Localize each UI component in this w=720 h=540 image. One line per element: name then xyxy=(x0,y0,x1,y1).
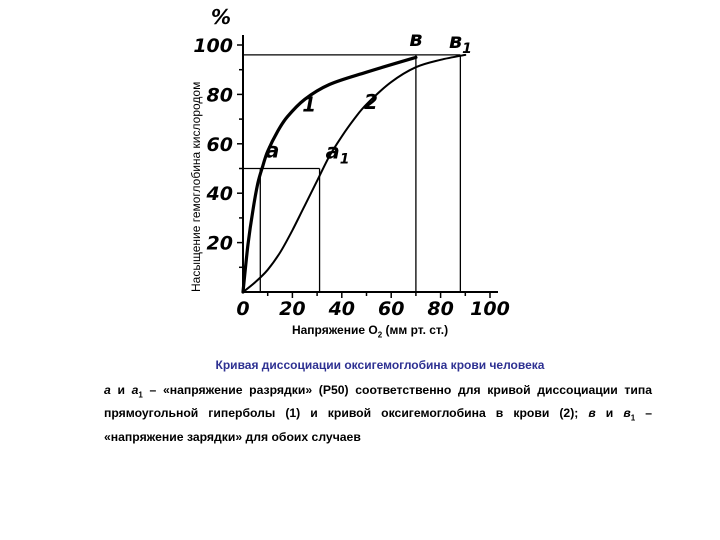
curve-label-2: 2 xyxy=(364,90,378,115)
x-tick-label: 60 xyxy=(377,298,405,320)
x-tick-label: 20 xyxy=(279,298,306,320)
curves xyxy=(243,55,465,292)
point-b1-label-subscript: 1 xyxy=(462,40,472,57)
point-b1-label: $в_1$ xyxy=(448,28,472,57)
point-b-label: в xyxy=(409,26,423,51)
y-unit-label: % xyxy=(210,5,232,29)
y-tick-label: 20 xyxy=(206,232,233,255)
y-tick-label: 60 xyxy=(206,133,233,156)
curve-1 xyxy=(243,57,416,292)
curve-2 xyxy=(243,55,465,292)
x-tick-label: 80 xyxy=(427,298,454,320)
reference-guides xyxy=(243,55,460,292)
x-tick-label: 0 xyxy=(236,298,250,320)
chart-labels xyxy=(265,27,472,168)
point-a1-label: $a_1$ xyxy=(325,139,350,168)
y-tick-label: 80 xyxy=(206,84,233,107)
x-axis-label-suffix: (мм рт. ст.) xyxy=(382,323,449,337)
x-axis-label xyxy=(230,323,510,339)
point-a-label: a xyxy=(265,138,280,163)
x-tick-label: 100 xyxy=(470,298,510,320)
x-tick-label: 40 xyxy=(328,298,356,320)
point-a1-label-subscript: 1 xyxy=(339,151,350,168)
figure-caption-title: Кривая диссоциации оксигемоглобина крови человека xyxy=(215,358,545,372)
figure-caption-body: а и $а_1$ – «напряжение разрядки» (Р50) соответственно для кривой диссоциации типа прямоугольной гиперболы (1) и кривой оксигемоглобина в крови (2); в и $в_1$ – «напряжение зарядки» для обоих случаев xyxy=(104,383,652,444)
x-axis-label-prefix: Напряжение O xyxy=(291,323,378,337)
y-axis-label: Насыщение гемоглобина кислородом xyxy=(189,81,203,292)
x-axis-label-subscript: 2 xyxy=(377,330,383,340)
curve-label-1: 1 xyxy=(302,92,317,117)
y-tick-label: 100 xyxy=(193,35,233,57)
y-tick-label: 40 xyxy=(206,183,233,206)
